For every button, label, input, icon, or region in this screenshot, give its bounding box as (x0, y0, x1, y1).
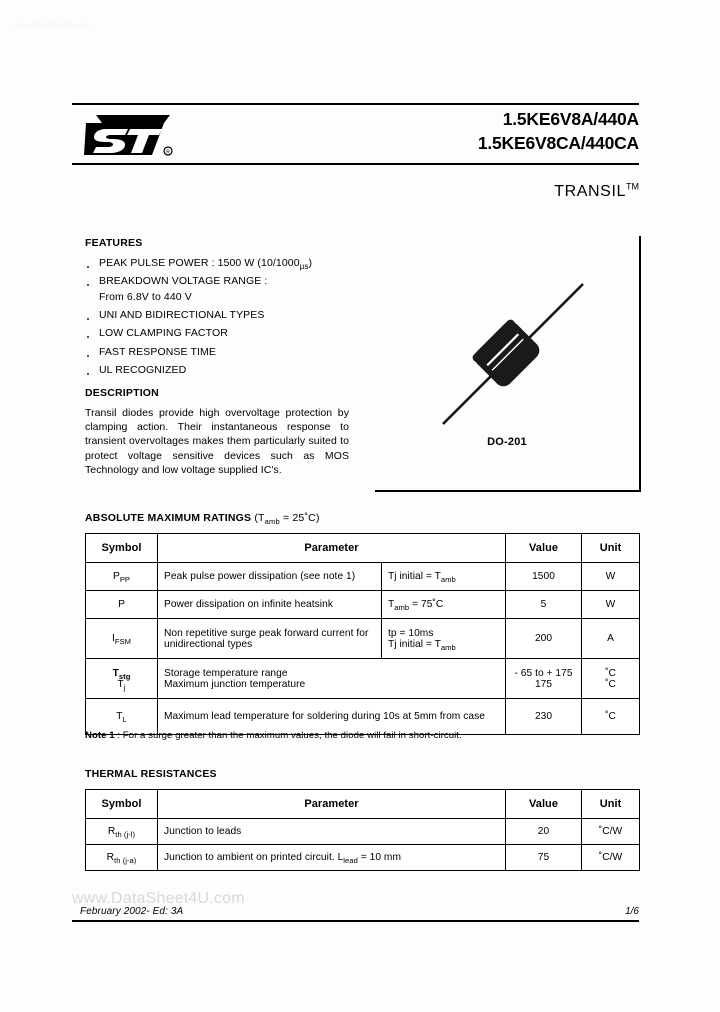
condition-tail: = 75˚C (409, 599, 444, 610)
cell-unit: ˚C (582, 699, 640, 735)
condition-line2-subscript: amb (440, 642, 456, 652)
symbol-subscript: L (122, 715, 127, 725)
st-logo (80, 109, 176, 159)
table-row (86, 845, 640, 871)
cell-unit: A (582, 619, 640, 659)
features-list (85, 256, 365, 382)
cell-unit (582, 659, 640, 699)
cell-symbol (86, 619, 158, 659)
cell-condition (382, 619, 506, 659)
cell-value: 5 (506, 591, 582, 619)
thermal-resistances-table (85, 789, 640, 871)
column-header-value: Value (506, 534, 582, 563)
cell-parameter (158, 845, 506, 871)
cell-symbol (86, 819, 158, 845)
symbol-base: I (111, 633, 115, 644)
cell-value: 200 (506, 619, 582, 659)
product-family-name: TRANSIL (554, 183, 626, 200)
note-text: : For a surge greater than the maximum values, the diode will fail in short-circuit. (114, 730, 462, 741)
feature-text: LOW CLAMPING FACTOR (99, 327, 228, 340)
description-body: Transil diodes provide high overvoltage protection by clamping action. Their instantaneous response to transient overvoltages makes them particularly suited to protect voltage sensitive devices such as MOS Technology and low voltage supplied IC's. (85, 407, 349, 476)
feature-item (85, 345, 365, 360)
feature-item (85, 308, 365, 323)
table-header-row (86, 534, 640, 563)
package-illustration-box (375, 236, 641, 492)
column-header-value: Value (506, 790, 582, 819)
parameter-line2: Maximum junction temperature (164, 678, 306, 690)
condition-subscript: amb (440, 575, 456, 585)
symbol-subscript: th (j-l) (115, 830, 136, 840)
cell-unit: ˚C/W (582, 845, 640, 871)
feature-text: PEAK PULSE POWER : 1500 W (10/1000 (99, 257, 300, 269)
part-number-line-2: 1.5KE6V8CA/440CA (477, 133, 639, 153)
description-heading: DESCRIPTION (85, 387, 159, 399)
page-watermark: www.DataSheet4U.com (72, 890, 245, 907)
feature-text: UL RECOGNIZED (99, 364, 187, 377)
trademark-mark: TM (626, 181, 639, 192)
table-row (86, 619, 640, 659)
cell-unit: ˚C/W (582, 819, 640, 845)
condition-text: tp = 10ms (388, 627, 434, 639)
column-header-parameter: Parameter (158, 534, 506, 563)
symbol-subscript: th (j-a) (114, 856, 137, 866)
symbol-base: R (107, 826, 116, 837)
feature-item (85, 256, 365, 271)
parameter-tail: = 10 mm (357, 852, 402, 863)
symbol-line2: T (117, 678, 124, 690)
column-header-symbol: Symbol (86, 534, 158, 563)
feature-text: UNI AND BIDIRECTIONAL TYPES (99, 308, 265, 321)
part-number-titles (478, 107, 639, 155)
value-line2: 175 (534, 678, 553, 690)
footer-rule (72, 920, 639, 922)
cell-symbol (86, 563, 158, 591)
cell-symbol: P (86, 591, 158, 619)
footer-date-edition: February 2002- Ed: 3A (80, 906, 184, 917)
unit-line2: ˚C (605, 678, 616, 690)
amr-title-condition (251, 512, 320, 527)
value-line1: - 65 to + 175 (514, 667, 573, 679)
cell-unit: W (582, 591, 640, 619)
column-header-unit: Unit (582, 534, 640, 563)
cell-condition (382, 591, 506, 619)
feature-item (85, 363, 365, 378)
symbol-subscript: PP (119, 575, 131, 585)
features-heading: FEATURES (85, 237, 143, 249)
product-family (554, 183, 639, 201)
unit-line1: ˚C (605, 667, 616, 679)
symbol-base: T (112, 667, 119, 679)
svg-text:R: R (166, 149, 170, 156)
table-row (86, 591, 640, 619)
symbol-base: R (106, 852, 115, 863)
table-row (86, 659, 640, 699)
axial-diode-do201-icon (375, 236, 639, 451)
symbol-line2-subscript: j (123, 682, 126, 692)
header-rule-bottom (72, 163, 639, 165)
footer-page-number: 1/6 (625, 906, 639, 917)
cell-symbol (86, 659, 158, 699)
table-row (86, 563, 640, 591)
condition-text: Tj initial = T (388, 571, 441, 582)
header-rule-top (72, 103, 639, 105)
cell-parameter: Peak pulse power dissipation (see note 1) (158, 563, 382, 591)
parameter-text: Junction to ambient on printed circuit. L (164, 852, 344, 863)
column-header-parameter: Parameter (158, 790, 506, 819)
cell-symbol (86, 845, 158, 871)
cell-value: 230 (506, 699, 582, 735)
symbol-base: P (112, 571, 120, 582)
amr-cond-prefix: (T (254, 512, 265, 524)
feature-text: FAST RESPONSE TIME (99, 345, 216, 358)
symbol-subscript: stg (118, 671, 131, 681)
note-label: Note 1 (85, 730, 115, 741)
cell-parameter: Junction to leads (158, 819, 506, 845)
part-number-line-1: 1.5KE6V8A/440A (502, 109, 639, 129)
table-header-row (86, 790, 640, 819)
column-header-symbol: Symbol (86, 790, 158, 819)
feature-item (85, 274, 365, 304)
cell-value (506, 659, 582, 699)
package-label: DO-201 (487, 436, 527, 448)
absolute-maximum-ratings-table (85, 533, 640, 735)
symbol-base-bold (113, 668, 131, 679)
table-note (85, 730, 462, 741)
parameter-line1: Storage temperature range (164, 667, 288, 679)
cell-parameter: Maximum lead temperature for soldering during 10s at 5mm from case (158, 699, 506, 735)
feature-second-line: From 6.8V to 440 V (99, 290, 192, 303)
cell-value: 1500 (506, 563, 582, 591)
cell-condition (382, 563, 506, 591)
cell-value: 20 (506, 819, 582, 845)
amr-cond-suffix: = 25˚C) (279, 512, 320, 524)
parameter-subscript: lead (343, 856, 358, 866)
top-watermark: www.DataSheet4U.com (14, 22, 92, 29)
thermal-resistances-heading: THERMAL RESISTANCES (85, 768, 217, 780)
amr-cond-sub: amb (264, 517, 280, 527)
cell-parameter: Power dissipation on infinite heatsink (158, 591, 382, 619)
cell-value: 75 (506, 845, 582, 871)
condition-text: T (388, 599, 395, 610)
condition-subscript: amb (394, 603, 410, 613)
cell-unit: W (582, 563, 640, 591)
amr-title-text: ABSOLUTE MAXIMUM RATINGS (85, 512, 252, 524)
feature-tail: ) (308, 257, 313, 269)
column-header-unit: Unit (582, 790, 640, 819)
cell-parameter: Non repetitive surge peak forward current for unidirectional types (158, 619, 382, 659)
feature-sub: μs (299, 262, 309, 272)
feature-item (85, 326, 365, 341)
symbol-subscript: FSM (114, 637, 132, 647)
absolute-maximum-ratings-heading (85, 512, 320, 527)
table-row (86, 819, 640, 845)
feature-text: BREAKDOWN VOLTAGE RANGE : (99, 275, 268, 288)
condition-line2: Tj initial = T (388, 638, 441, 650)
symbol-base: T (116, 711, 123, 722)
cell-parameter (158, 659, 506, 699)
